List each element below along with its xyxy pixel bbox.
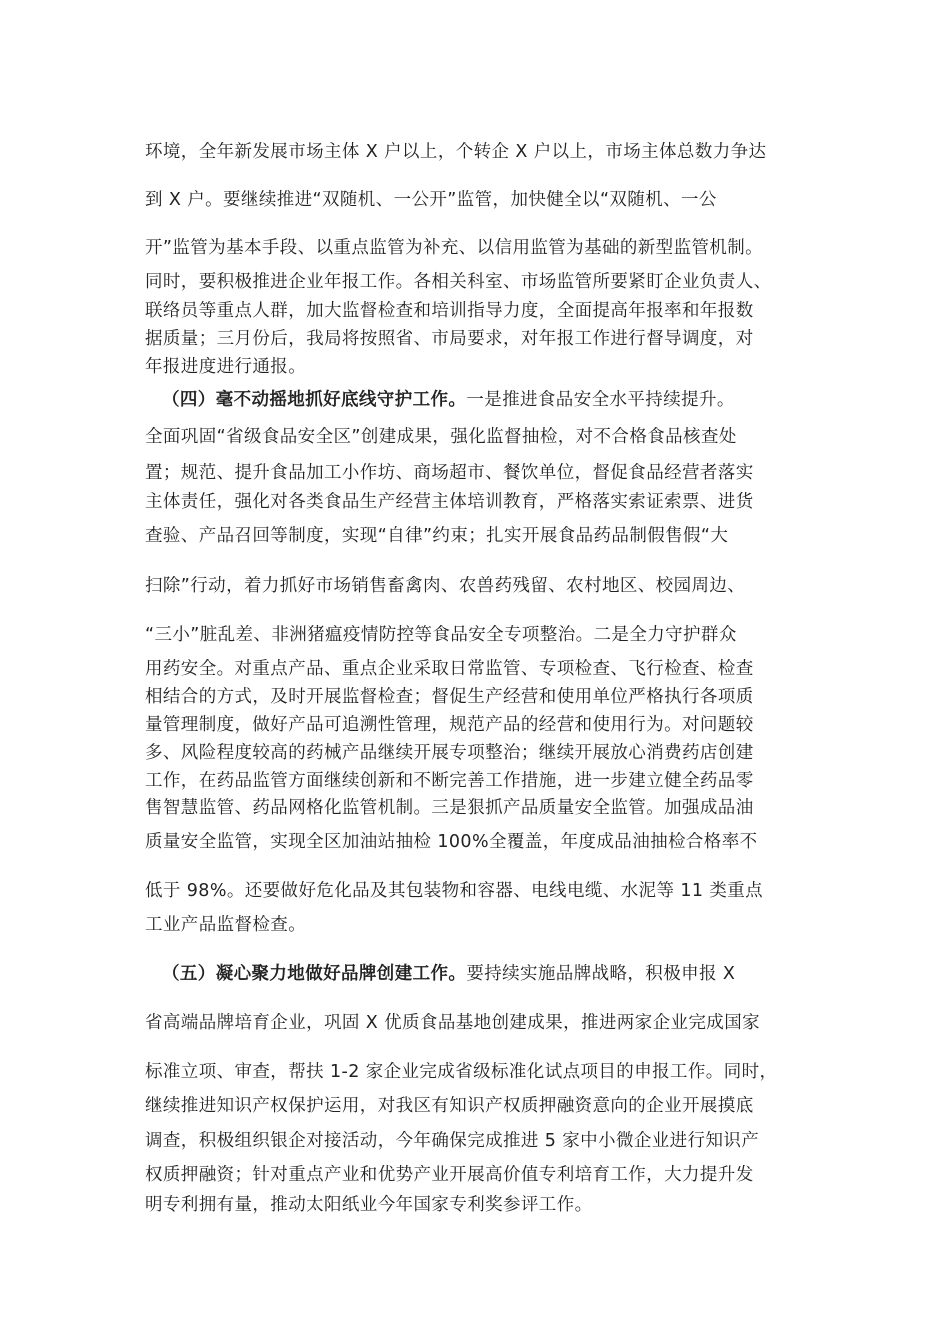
paragraph-line: 联络员等重点人群，加大监督检查和培训指导力度，全面提高年报率和年报数 [145, 301, 754, 321]
paragraph-line: 质量安全监管，实现全区加油站抽检 100%全覆盖，年度成品油抽检合格率不 [145, 832, 758, 852]
paragraph-line: 据质量；三月份后，我局将按照省、市局要求，对年报工作进行督导调度，对 [145, 329, 754, 349]
paragraph-line: 同时，要积极推进企业年报工作。各相关科室、市场监管所要紧盯企业负责人、 [145, 272, 772, 292]
paragraph-line: 主体责任，强化对各类食品生产经营主体培训教育，严格落实索证索票、进货 [145, 492, 754, 512]
paragraph-line: 全面巩固“省级食品安全区”创建成果，强化监督抽检，对不合格食品核查处 [145, 427, 737, 447]
paragraph-line: “三小”脏乱差、非洲猪瘟疫情防控等食品安全专项整治。二是全力守护群众 [145, 625, 737, 645]
paragraph-line: 查验、产品召回等制度，实现“自律”约束；扎实开展食品药品制假售假“大 [145, 526, 729, 546]
paragraph-line: 开”监管为基本手段、以重点监管为补充、以信用监管为基础的新型监管机制。 [145, 238, 764, 258]
paragraph-line: 标准立项、审查，帮扶 1-2 家企业完成省级标准化试点项目的申报工作。同时， [145, 1062, 778, 1082]
paragraph-line: 权质押融资；针对重点产业和优势产业开展高价值专利培育工作，大力提升发 [145, 1165, 754, 1185]
section-heading-five: （五）凝心聚力地做好品牌创建工作。 [162, 964, 467, 984]
paragraph-line: 环境，全年新发展市场主体 X 户以上，个转企 X 户以上，市场主体总数力争达 [145, 142, 767, 162]
paragraph-line: 置；规范、提升食品加工小作坊、商场超市、餐饮单位，督促食品经营者落实 [145, 463, 754, 483]
paragraph-text: 要持续实施品牌战略，积极申报 X [466, 964, 736, 984]
section-heading-line [162, 962, 813, 986]
paragraph-line: 年报进度进行通报。 [145, 357, 307, 377]
paragraph-line: 低于 98%。还要做好危化品及其包装物和容器、电线电缆、水泥等 11 类重点 [145, 881, 764, 901]
paragraph-line: 工业产品监督检查。 [145, 915, 307, 935]
paragraph-line: 工作，在药品监管方面继续创新和不断完善工作措施，进一步建立健全药品零 [145, 771, 754, 791]
paragraph-line: 相结合的方式，及时开展监督检查；督促生产经营和使用单位严格执行各项质 [145, 687, 754, 707]
paragraph-line: 多、风险程度较高的药械产品继续开展专项整治；继续开展放心消费药店创建 [145, 743, 754, 763]
section-heading-line [162, 388, 813, 412]
paragraph-line: 省高端品牌培育企业，巩固 X 优质食品基地创建成果，推进两家企业完成国家 [145, 1013, 761, 1033]
paragraph-text: 一是推进食品安全水平持续提升。 [466, 390, 735, 410]
paragraph-line: 量管理制度，做好产品可追溯性管理，规范产品的经营和使用行为。对问题较 [145, 715, 754, 735]
paragraph-line: 扫除”行动，着力抓好市场销售畜禽肉、农兽药残留、农村地区、校园周边、 [145, 576, 746, 596]
paragraph-line: 调查，积极组织银企对接活动，今年确保完成推进 5 家中小微企业进行知识产 [145, 1131, 760, 1151]
paragraph-line: 继续推进知识产权保护运用，对我区有知识产权质押融资意向的企业开展摸底 [145, 1096, 754, 1116]
section-heading-four: （四）毫不动摇地抓好底线守护工作。 [162, 390, 467, 410]
paragraph-line: 到 X 户。要继续推进“双随机、一公开”监管，加快健全以“双随机、一公 [145, 190, 717, 210]
paragraph-line: 明专利拥有量，推动太阳纸业今年国家专利奖参评工作。 [145, 1195, 593, 1215]
paragraph-line: 售智慧监管、药品网格化监管机制。三是狠抓产品质量安全监管。加强成品油 [145, 798, 754, 818]
paragraph-line: 用药安全。对重点产品、重点企业采取日常监管、专项检查、飞行检查、检查 [145, 659, 754, 679]
